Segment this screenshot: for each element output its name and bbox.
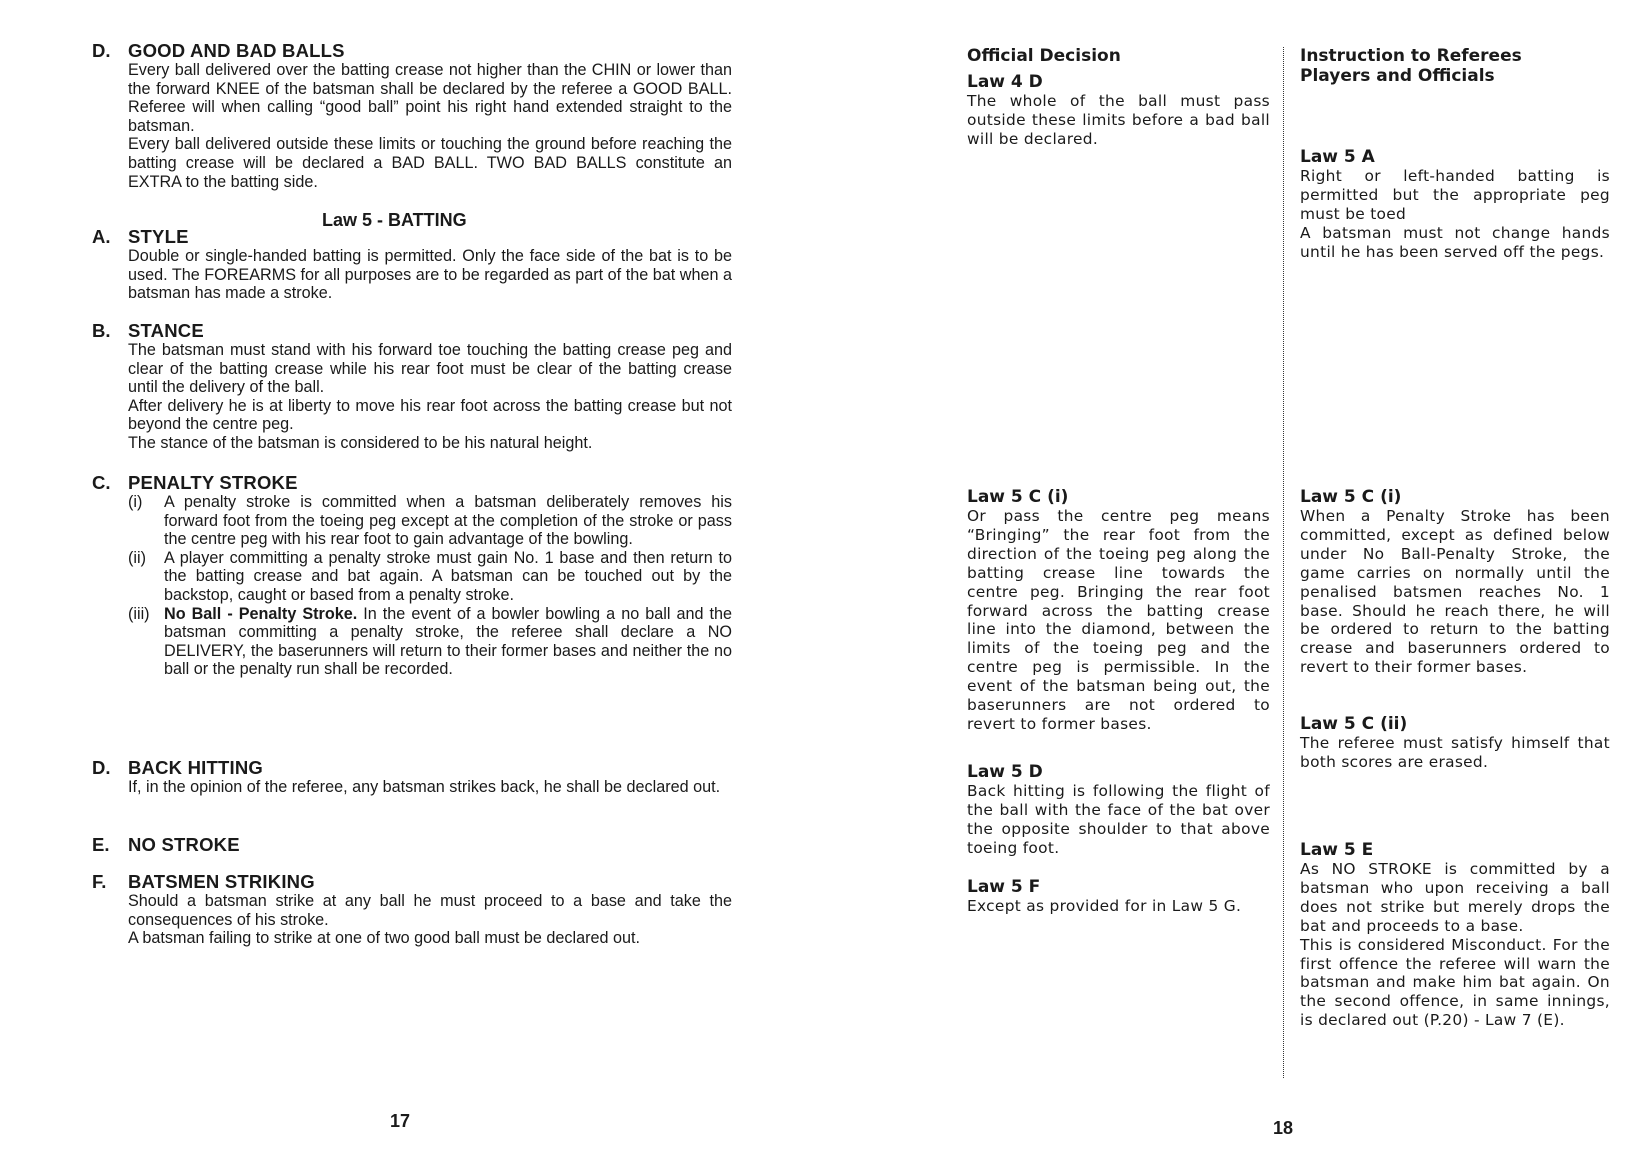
paragraph: Right or left-handed batting is permitted but the appropriate peg must be toed: [1300, 167, 1610, 223]
note-text: When a Penalty Stroke has been committed, except as defined below under No Ball-Penalty Stroke, the game carries on normally until the penalised batsmen reaches No. 1 base. Should he reach there, he will be ordered to return to the batting crease and baserunners ordered to revert to their former bases.: [1300, 507, 1610, 677]
list-item: [128, 493, 732, 549]
paragraph: Every ball delivered over the batting crease not higher than the CHIN or lower than the forward KNEE of the batsman shall be declared by the referee a GOOD BALL. Referee will when calling “good ball” point his right hand extended straight to the batsman.: [128, 61, 732, 135]
section-heading: STANCE: [128, 320, 204, 341]
note-law-5c-ii: [1300, 714, 1610, 772]
item-text: In the event of a bowler bowling a no ball and the batsman committing a penalty stroke, the referee shall declare a NO DELIVERY, the baserunners will return to their former bases and neither the no ball or the penalty run shall be recorded.: [164, 604, 732, 679]
page-17: [0, 0, 824, 1163]
section-good-and-bad-balls: [92, 40, 732, 191]
paragraph: Every ball delivered outside these limits or touching the ground before reaching the batting crease will be declared a BAD BALL. TWO BAD BALLS constitute an EXTRA to the batting side.: [128, 135, 732, 191]
note-law-5c-i: [967, 487, 1270, 734]
item-number: (iii): [128, 604, 150, 623]
item-text: A player committing a penalty stroke must gain No. 1 base and then return to the batting crease and bat again. A batsman can be touched out by the backstop, caught or based from a penalty stroke.: [164, 548, 732, 604]
column-title-block: [967, 46, 1270, 66]
note-text: The referee must satisfy himself that both scores are erased.: [1300, 734, 1610, 771]
column-title-block: [1300, 46, 1610, 86]
section-body: [128, 341, 732, 453]
section-letter: B.: [92, 320, 111, 341]
note-text: Back hitting is following the flight of the ball with the face of the bat over the opposite shoulder to that above toeing foot.: [967, 782, 1270, 857]
section-letter: E.: [92, 834, 110, 855]
column-title-line: Players and Officials: [1300, 66, 1495, 86]
column-title: Official Decision: [967, 46, 1121, 66]
section-letter: F.: [92, 871, 107, 892]
note-law-5a: [1300, 147, 1610, 262]
note-heading: Law 5 D: [967, 762, 1043, 782]
paragraph: This is considered Misconduct. For the first offence the referee will warn the batsman and make him bat again. On the second offence, in same innings, is declared out (P.20) - Law 7 (E).: [1300, 935, 1610, 1030]
section-heading: STYLE: [128, 226, 189, 247]
section-body: [128, 892, 732, 948]
section-body: [128, 778, 732, 797]
note-law-5f: [967, 877, 1270, 916]
law-title: Law 5 - BATTING: [322, 210, 467, 230]
section-letter: D.: [92, 40, 111, 61]
paragraph: As NO STROKE is committed by a batsman who upon receiving a ball does not strike but merely drops the bat and proceeds to a base.: [1300, 860, 1610, 935]
section-letter: A.: [92, 226, 111, 247]
note-heading: Law 5 C (ii): [1300, 714, 1408, 734]
note-law-5d: [967, 762, 1270, 858]
item-bold-lead: No Ball - Penalty Stroke.: [164, 604, 358, 623]
section-heading: GOOD AND BAD BALLS: [128, 40, 345, 61]
section-style: [92, 226, 732, 303]
section-heading: BACK HITTING: [128, 757, 263, 778]
item-text: A penalty stroke is committed when a batsman deliberately removes his forward foot from the toeing peg except at the completion of the stroke or pass the centre peg with his rear foot to gain advantage of the bowling.: [164, 493, 732, 549]
list-item: [128, 549, 732, 605]
paragraph: The batsman must stand with his forward toe touching the batting crease peg and clear of the batting crease while his rear foot must be clear of the batting crease until the delivery of the ball.: [128, 341, 732, 397]
paragraph: Should a batsman strike at any ball he must proceed to a base and take the consequences of his stroke.: [128, 892, 732, 929]
section-letter: D.: [92, 757, 111, 778]
column-divider: [1283, 47, 1284, 1078]
note-text: The whole of the ball must pass outside these limits before a bad ball will be declared.: [967, 92, 1270, 148]
page-18: [824, 0, 1649, 1163]
paragraph: If, in the opinion of the referee, any batsman strikes back, he shall be declared out.: [128, 778, 721, 796]
note-heading: Law 5 C (i): [967, 487, 1069, 507]
section-batsmen-striking: [92, 871, 732, 948]
section-body: [128, 61, 732, 191]
note-heading: Law 5 A: [1300, 147, 1375, 167]
section-heading: PENALTY STROKE: [128, 472, 298, 493]
section-heading: NO STROKE: [128, 834, 240, 855]
section-back-hitting: [92, 757, 732, 797]
note-law-4d: [967, 72, 1270, 149]
paragraph: A batsman failing to strike at one of two good ball must be declared out.: [128, 929, 641, 948]
note-text: [1300, 167, 1610, 262]
note-heading: Law 5 F: [967, 877, 1041, 897]
page-number: 18: [1273, 1118, 1294, 1138]
note-text: Except as provided for in Law 5 G.: [967, 897, 1242, 915]
paragraph: The stance of the batsman is considered to be his natural height.: [128, 433, 593, 452]
page-number: 17: [390, 1111, 411, 1131]
note-heading: Law 5 C (i): [1300, 487, 1402, 507]
section-heading: BATSMEN STRIKING: [128, 871, 315, 892]
note-law-5c-i: [1300, 487, 1610, 677]
note-heading: Law 5 E: [1300, 840, 1374, 860]
item-number: (i): [128, 493, 143, 511]
paragraph: Double or single-handed batting is permitted. Only the face side of the bat is to be used. The FOREARMS for all purposes are to be regarded as part of the bat when a batsman has made a stroke.: [128, 247, 732, 303]
section-stance: [92, 320, 732, 453]
section-letter: C.: [92, 472, 111, 493]
paragraph: After delivery he is at liberty to move his rear foot across the batting crease but not beyond the centre peg.: [128, 396, 732, 434]
note-text: Or pass the centre peg means “Bringing” the rear foot from the direction of the toeing peg along the batting crease line towards the centre peg. Bringing the rear foot forward across the batting crease line into the diamond, between the limits of the toeing peg and the centre peg is permissible. In the event of the batsman being out, the baserunners are not ordered to revert to former bases.: [967, 507, 1270, 733]
section-penalty-stroke: [92, 472, 732, 679]
note-heading: Law 4 D: [967, 72, 1043, 92]
column-title-line: Instruction to Referees: [1300, 46, 1522, 66]
note-law-5e: [1300, 840, 1610, 1030]
list-item: [128, 605, 732, 679]
section-no-stroke: [92, 834, 732, 855]
item-number: (ii): [128, 548, 146, 567]
section-body: [128, 247, 732, 303]
paragraph: A batsman must not change hands until he has been served off the pegs.: [1300, 223, 1610, 261]
note-text: [1300, 860, 1610, 1030]
